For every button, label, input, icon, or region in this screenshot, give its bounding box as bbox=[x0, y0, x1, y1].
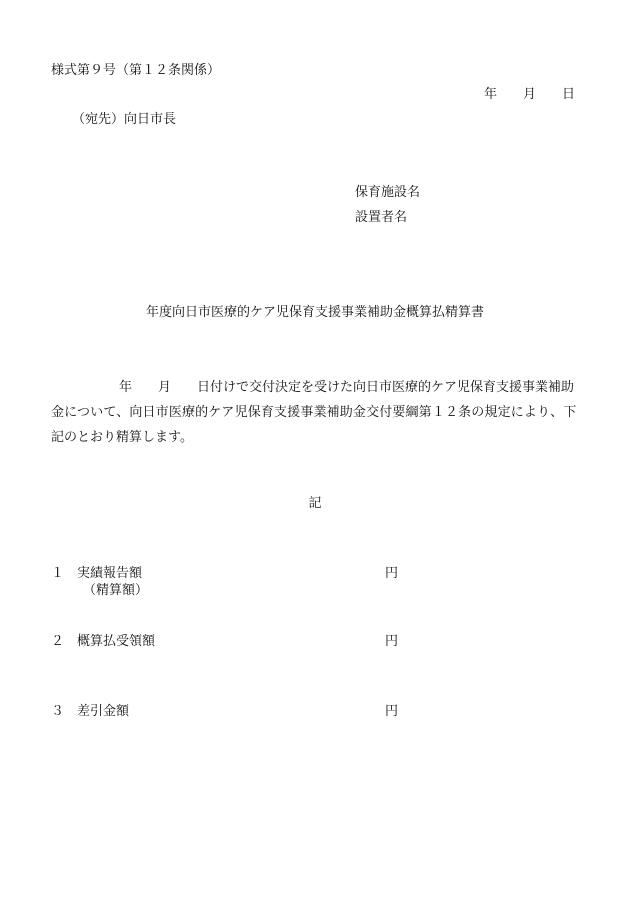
ki-heading: 記 bbox=[308, 496, 322, 511]
document-title: 年度向日市医療的ケア児保育支援事業補助金概算払精算書 bbox=[145, 305, 484, 320]
item-label-actual-report: 実績報告額 bbox=[77, 566, 143, 581]
form-number: 様式第９号（第１２条関係） bbox=[51, 63, 221, 78]
body-text-line-1: 年 月 日付けで交付決定を受けた向日市医療的ケア児保育支援事業補助 bbox=[119, 380, 575, 395]
item-number: ２ bbox=[51, 634, 65, 649]
item-number: ３ bbox=[51, 704, 65, 719]
addressee: （宛先）向日市長 bbox=[72, 112, 177, 127]
item-unit-yen: 円 bbox=[385, 566, 399, 581]
item-number: １ bbox=[51, 566, 65, 581]
facility-name-label: 保育施設名 bbox=[355, 185, 421, 200]
item-unit-yen: 円 bbox=[385, 704, 399, 719]
body-text-line-3: 記のとおり精算します。 bbox=[51, 430, 193, 445]
item-sublabel-settlement: （精算額） bbox=[83, 583, 149, 598]
date-line: 年 月 日 bbox=[484, 87, 576, 102]
installer-name-label: 設置者名 bbox=[355, 210, 408, 225]
body-text-line-2: 金について、向日市医療的ケア児保育支援事業補助金交付要綱第１２条の規定により、下 bbox=[51, 405, 577, 420]
item-label-advance-received: 概算払受領額 bbox=[77, 634, 156, 649]
item-unit-yen: 円 bbox=[385, 634, 399, 649]
item-label-difference: 差引金額 bbox=[77, 704, 130, 719]
